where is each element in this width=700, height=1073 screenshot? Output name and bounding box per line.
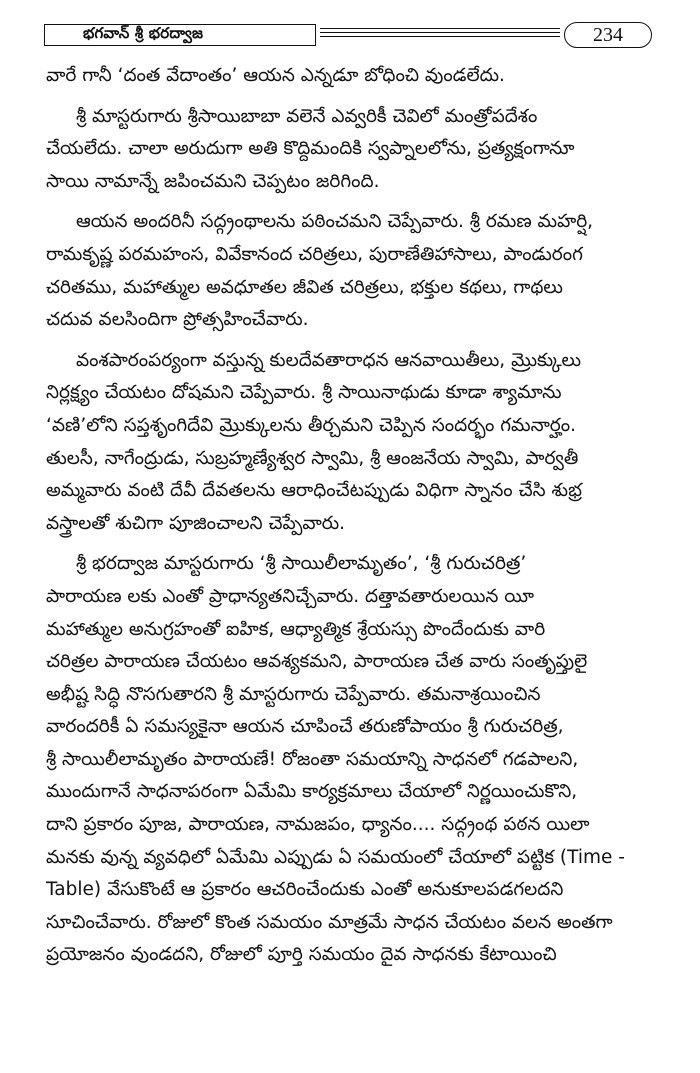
paragraph-gap bbox=[46, 93, 656, 101]
text-line: నిర్లక్ష్యం చేయటం దోషమని చెప్పేవారు. శ్రీ సాయినాథుడు కూడా శ్యామాను bbox=[46, 382, 562, 404]
text-line: శ్రీ మాస్టరుగారు శ్రీసాయిబాబా వలెనే ఎవ్వరికీ చెవిలో మంత్రోపదేశం bbox=[76, 105, 538, 127]
text-line: వస్త్రాలతో శుచిగా పూజించాలని చెప్పేవారు. bbox=[46, 512, 346, 534]
text-line: రామకృష్ణ పరమహంస, వివేకానంద చరిత్రలు, పురాణేతిహాసాలు, పాండురంగ bbox=[46, 243, 583, 265]
header-title-box bbox=[44, 24, 316, 46]
text-line: పారాయణ లకు ఎంతో ప్రాధాన్యతనిచ్చేవారు. దత్తావతారులయిన యీ bbox=[46, 585, 534, 607]
book-title: భగవాన్ శ్రీ భరద్వాజ bbox=[83, 24, 204, 42]
paragraph bbox=[46, 548, 656, 972]
text-line: అమ్మవారు వంటి దేవీ దేవతలను ఆరాధించేటప్పుడు విధిగా స్నానం చేసి శుభ్ర bbox=[46, 480, 582, 502]
paragraph bbox=[46, 345, 656, 541]
page-body bbox=[46, 60, 656, 972]
header-rule-lines bbox=[320, 28, 560, 44]
text-line: వారే గానీ ‘దంత వేదాంతం’ ఆయన ఎన్నడూ బోధించి వుండలేదు. bbox=[46, 65, 505, 86]
paragraph-gap bbox=[46, 198, 656, 206]
paragraph bbox=[46, 101, 656, 199]
page-number-badge bbox=[564, 22, 652, 48]
text-line: మనకు వున్న వ్యవధిలో ఏమేమి ఎప్పుడు ఏ సమయంలో చేయాలో పట్టిక (Time - bbox=[46, 846, 625, 868]
text-line: ‘వణి’లోని సప్తశృంగిదేవి మ్రొక్కులను తీర్చమని చెప్పిన సందర్భం గమనార్హం. bbox=[46, 414, 577, 436]
text-line: చేయలేదు. చాలా అరుదుగా అతి కొద్దిమందికి స్వప్నాలలోను, ప్రత్యక్షంగానూ bbox=[46, 138, 575, 160]
text-line: ముందుగానే సాధనాపరంగా ఏమేమి కార్యక్రమాలు చేయాలో నిర్ణయించుకొని, bbox=[46, 781, 578, 803]
page-header bbox=[44, 22, 654, 50]
text-line: చదువ వలసిందిగా ప్రోత్సహించేవారు. bbox=[46, 309, 309, 331]
text-line: మహాత్ముల అనుగ్రహంతో ఐహిక, ఆధ్యాత్మిక శ్రేయస్సు పొందేందుకు వారి bbox=[46, 618, 546, 640]
text-line: శ్రీ సాయిలీలామృతం పారాయణే! రోజంతా సమయాన్ని సాధనలో గడపాలని, bbox=[46, 748, 579, 770]
text-line: దాని ప్రకారం పూజ, పారాయణ, నామజపం, ధ్యానం.... సద్గ్రంథ పఠన యిలా bbox=[46, 814, 590, 836]
paragraph-gap bbox=[46, 337, 656, 345]
text-line: Table) వేసుకొంటే ఆ ప్రకారం ఆచరించేందుకు ఎంతో అనుకూలపడగలదని bbox=[46, 879, 564, 901]
page-number: 234 bbox=[593, 23, 623, 46]
text-line: ప్రయోజనం వుండదని, రోజులో పూర్తి సమయం దైవ సాధనకు కేటాయించి bbox=[46, 944, 557, 966]
paragraph bbox=[46, 206, 656, 336]
text-line: వంశపారంపర్యంగా వస్తున్న కులదేవతారాధన ఆనవాయితీలు, మ్రొక్కులు bbox=[76, 349, 582, 371]
text-line: సూచించేవారు. రోజులో కొంత సమయం మాత్రమే సాధన చేయటం వలన అంతగా bbox=[46, 911, 613, 933]
paragraph bbox=[46, 60, 656, 93]
text-line: తులసీ, నాగేంద్రుడు, సుబ్రహ్మణ్యేశ్వర స్వామి, శ్రీ ఆంజనేయ స్వామి, పార్వతీ bbox=[46, 447, 579, 469]
paragraph-gap bbox=[46, 540, 656, 548]
text-line: చరిత్రల పారాయణ చేయటం ఆవశ్యకమని, పారాయణ చేత వారు సంతృప్తులై bbox=[46, 651, 588, 673]
text-line: వారందరికీ ఏ సమస్యకైనా ఆయన చూపించే తరుణోపాయం శ్రీ గురుచరిత్ర, bbox=[46, 716, 564, 738]
text-line: శ్రీ భరద్వాజ మాస్టరుగారు ‘శ్రీ సాయిలీలామృతం’, ‘శ్రీ గురుచరిత్ర’ bbox=[76, 553, 527, 575]
text-line: చరితము, మహాత్ముల అవధూతల జీవిత చరిత్రలు, భక్తుల కథలు, గాథలు bbox=[46, 276, 563, 298]
text-line: అభీష్ట సిద్ధి నొసగుతారని శ్రీ మాస్టరుగారు చెప్పేవారు. తమనాశ్రయించిన bbox=[46, 683, 541, 705]
text-line: ఆయన అందరినీ సద్గ్రంథాలను పఠించమని చెప్పేవారు. శ్రీ రమణ మహర్షి, bbox=[76, 211, 594, 233]
text-line: సాయి నామాన్నే జపించమని చెప్పటం జరిగింది. bbox=[46, 170, 380, 192]
